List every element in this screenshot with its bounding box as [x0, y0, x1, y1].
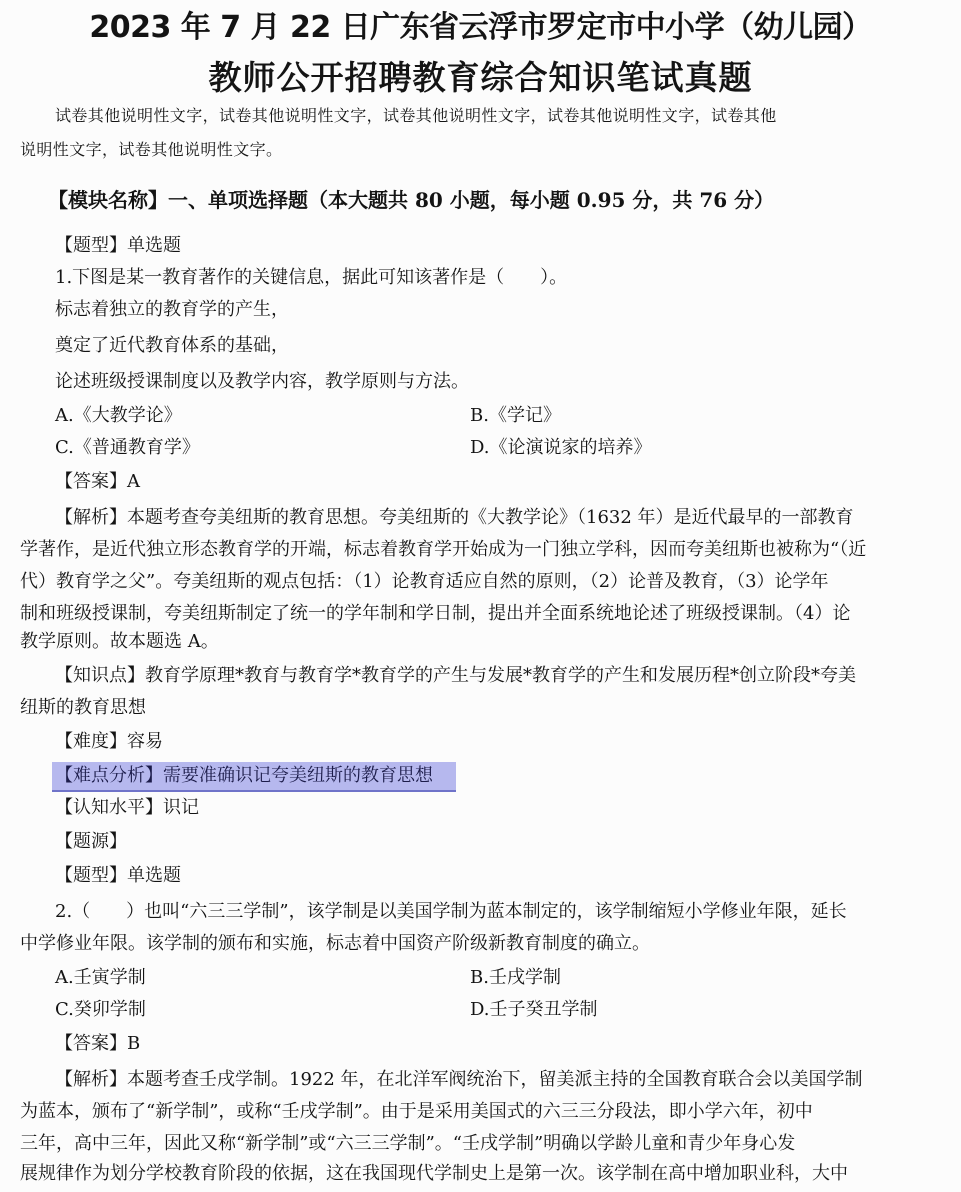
intro-text-line2: 说明性文字，试卷其他说明性文字。 — [20, 140, 283, 159]
q2-analysis-line3: 三年，高中三年，因此又称“新学制”或“六三三学制”。“壬戌学制”明确以学龄儿童和青少年身心发 — [20, 1133, 796, 1154]
q2-answer: 【答案】B — [55, 1033, 141, 1054]
q2-option-b: B.壬戌学制 — [470, 967, 561, 988]
q1-info-line3: 论述班级授课制度以及教学内容，教学原则与方法。 — [55, 371, 469, 392]
q1-cognitive-level: 【认知水平】识记 — [55, 797, 199, 818]
q1-option-b: B.《学记》 — [470, 405, 561, 426]
module-heading: 【模块名称】一、单项选择题（本大题共 80 小题，每小题 0.95 分，共 76 分） — [48, 188, 775, 212]
q2-option-c: C.癸卯学制 — [55, 999, 146, 1020]
q1-analysis-line2: 学著作，是近代独立形态教育学的开端，标志着教育学开始成为一门独立学科，因而夸美纽斯也被称为“（近 — [20, 539, 867, 560]
document-title-line1: 2023 年 7 月 22 日广东省云浮市罗定市中小学（幼儿园） — [89, 10, 872, 45]
q2-option-a: A.壬寅学制 — [55, 967, 146, 988]
q1-stem: 1.下图是某一教育著作的关键信息，据此可知该著作是（ ）。 — [55, 267, 568, 288]
q2-analysis-line4: 展规律作为划分学校教育阶段的依据，这在我国现代学制史上是第一次。该学制在高中增加职业科，大中 — [20, 1163, 848, 1184]
q1-answer: 【答案】A — [55, 471, 140, 492]
q1-knowledge-line1: 【知识点】教育学原理*教育与教育学*教育学的产生与发展*教育学的产生和发展历程*创立阶段*夸美 — [55, 665, 856, 686]
q1-info-line2: 奠定了近代教育体系的基础， — [55, 335, 289, 356]
q1-difficulty-analysis[interactable]: 【难点分析】需要准确识记夸美纽斯的教育思想 — [55, 765, 433, 786]
document-title-line2: 教师公开招聘教育综合知识笔试真题 — [208, 58, 753, 97]
q1-type-label: 【题型】单选题 — [55, 235, 181, 256]
q1-option-c: C.《普通教育学》 — [55, 437, 200, 458]
q1-source: 【题源】 — [55, 831, 127, 852]
q2-stem-line2: 中学修业年限。该学制的颁布和实施，标志着中国资产阶级新教育制度的确立。 — [20, 933, 650, 954]
q2-stem-line1: 2.（ ）也叫“六三三学制”，该学制是以美国学制为蓝本制定的，该学制缩短小学修业年限，延长 — [55, 901, 847, 922]
q2-analysis-line2: 为蓝本，颁布了“新学制”，或称“壬戌学制”。由于是采用美国式的六三三分段法，即小学六年，初中 — [20, 1101, 813, 1122]
q2-option-d: D.壬子癸丑学制 — [470, 999, 598, 1020]
q2-type-label: 【题型】单选题 — [55, 865, 181, 886]
q1-option-a: A.《大教学论》 — [55, 405, 182, 426]
q1-knowledge-line2: 纽斯的教育思想 — [20, 697, 146, 718]
q1-difficulty: 【难度】容易 — [55, 731, 163, 752]
q1-analysis-line3: 代）教育学之父”。夸美纽斯的观点包括：（1）论教育适应自然的原则，（2）论普及教育，（3）论学年 — [20, 571, 829, 592]
q1-analysis-line1: 【解析】本题考查夸美纽斯的教育思想。夸美纽斯的《大教学论》（1632 年）是近代最早的一部教育 — [55, 507, 854, 528]
q2-analysis-line1: 【解析】本题考查壬戌学制。1922 年，在北洋军阀统治下，留美派主持的全国教育联合会以美国学制 — [55, 1069, 863, 1090]
intro-text-line1: 试卷其他说明性文字，试卷其他说明性文字，试卷其他说明性文字，试卷其他说明性文字，试卷其他 — [55, 106, 777, 125]
q1-option-d: D.《论演说家的培养》 — [470, 437, 652, 458]
q1-info-line1: 标志着独立的教育学的产生， — [55, 299, 289, 320]
q1-analysis-line4: 制和班级授课制，夸美纽斯制定了统一的学年制和学日制，提出并全面系统地论述了班级授课制。（4）论 — [20, 603, 851, 624]
q1-analysis-line5: 教学原则。故本题选 A。 — [20, 631, 219, 652]
